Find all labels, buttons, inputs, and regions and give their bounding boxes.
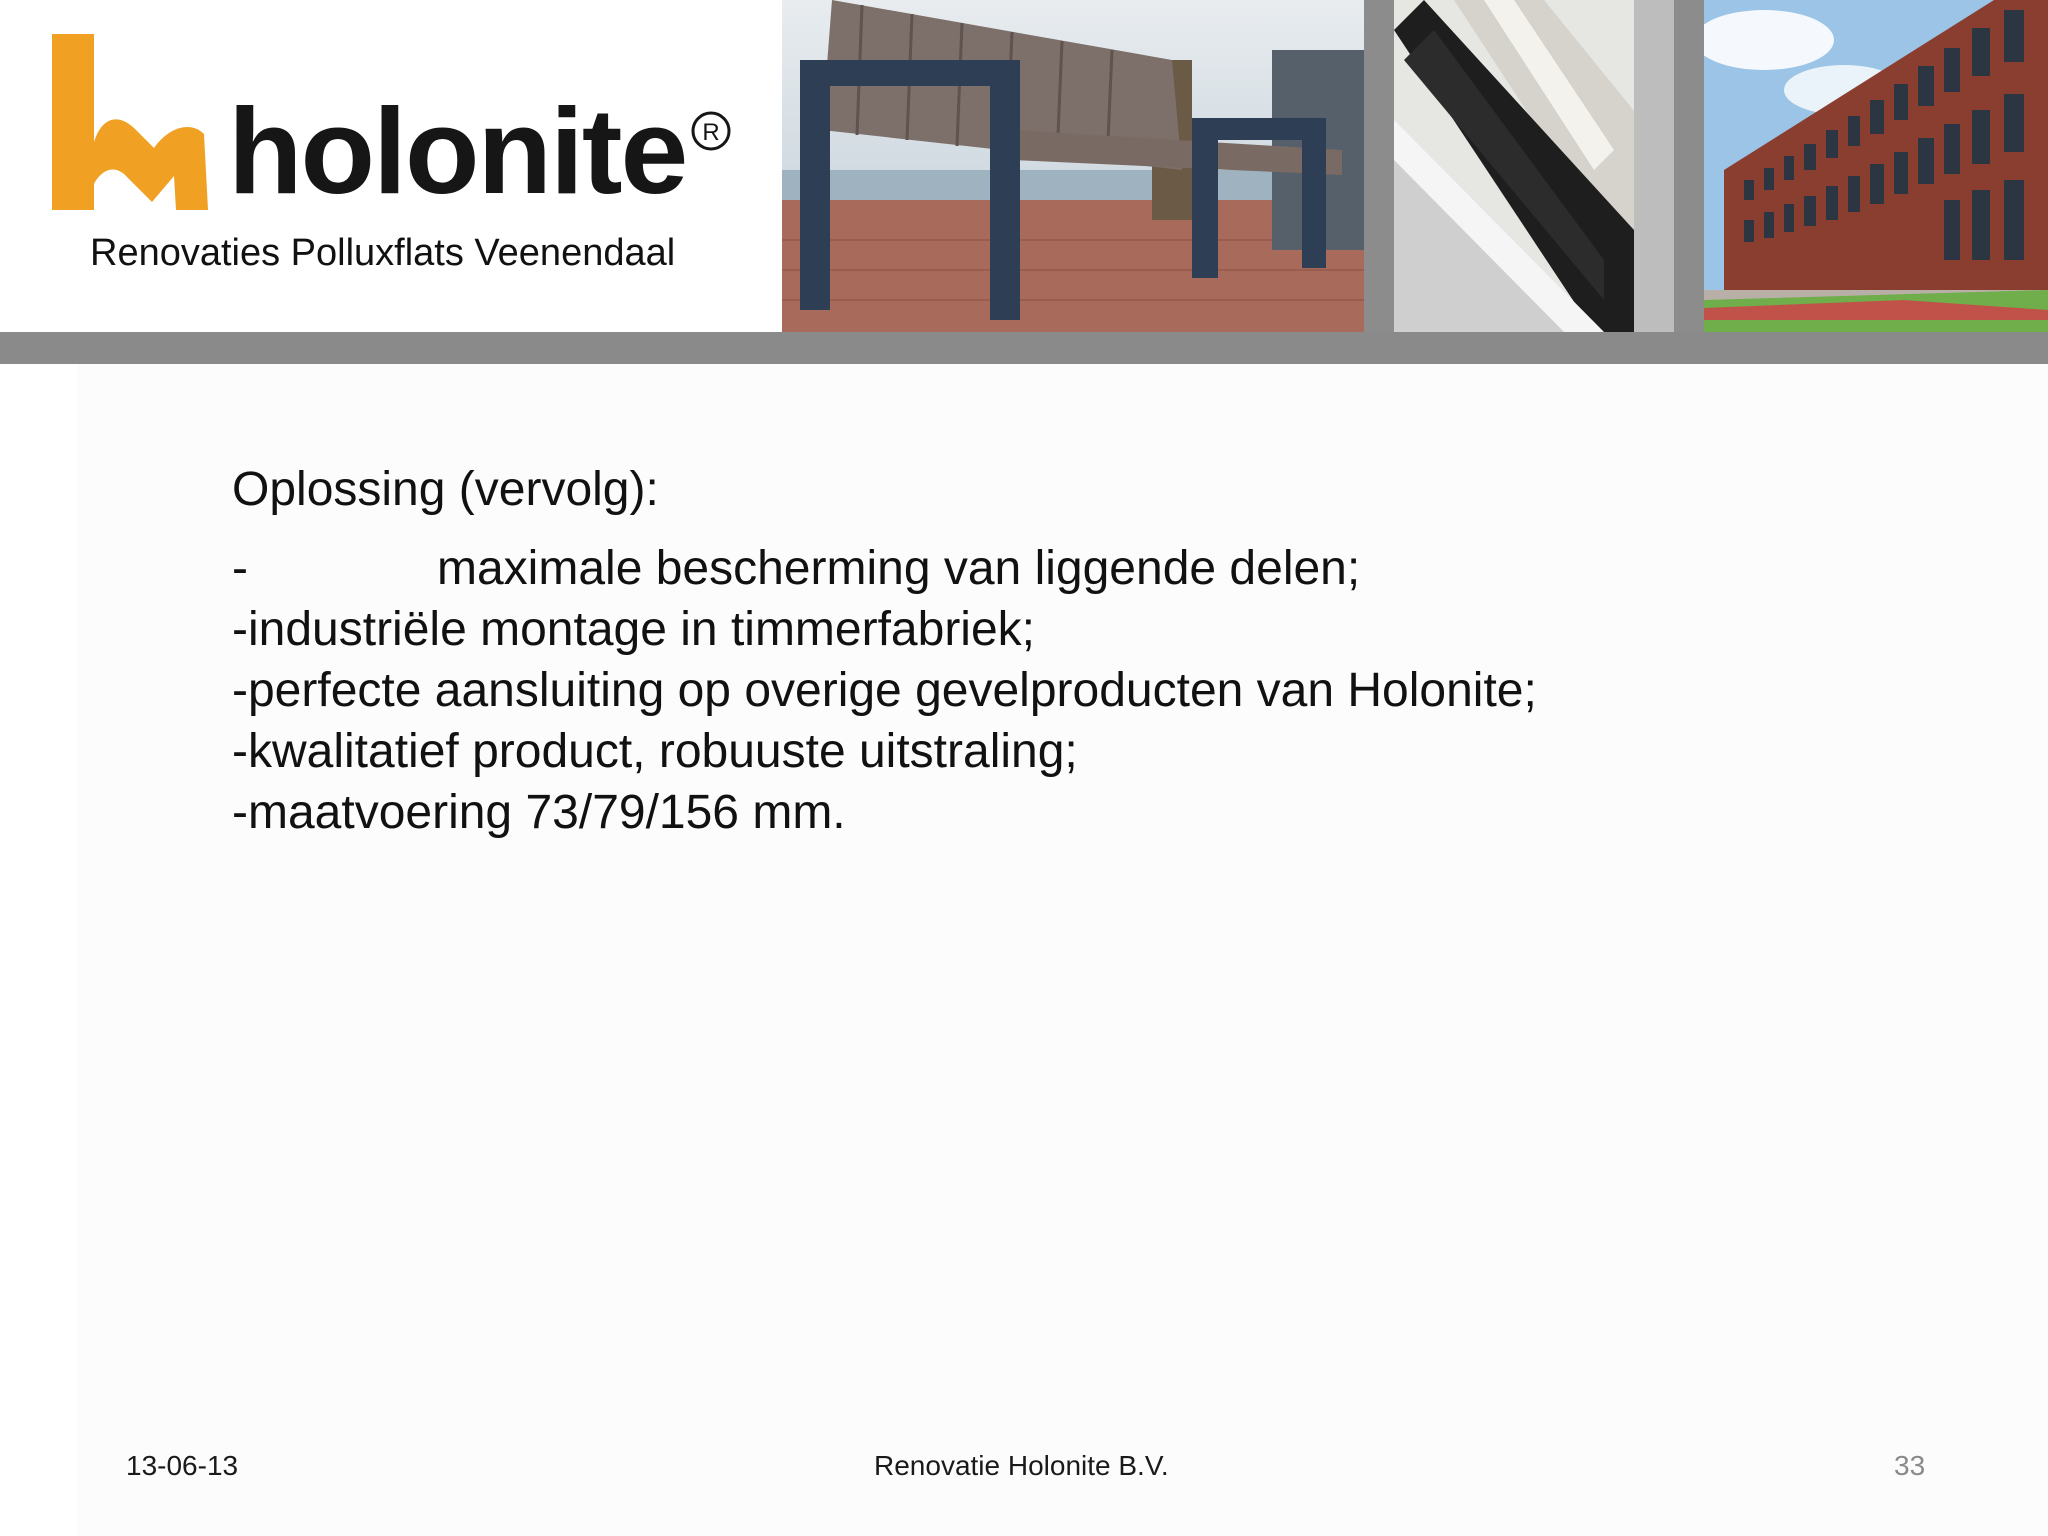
registered-icon: [690, 110, 732, 152]
bullet-dash: -: [232, 603, 248, 656]
bullet-text: maximale bescherming van liggende delen;: [437, 542, 1361, 595]
bullet-dash: -: [232, 786, 248, 839]
holonite-logo-mark: [42, 24, 212, 210]
bullet-dash: -: [232, 725, 248, 778]
brick-building-photo: [1704, 0, 2048, 332]
slide-heading: Oplossing (vervolg):: [232, 463, 659, 516]
header: [0, 0, 2048, 332]
list-item: [232, 599, 1932, 660]
svg-text:R: R: [702, 119, 720, 146]
footer-company: Renovatie Holonite B.V.: [874, 1450, 1169, 1481]
header-divider-bar: [0, 332, 2048, 364]
bullet-text: industriële montage in timmerfabriek;: [247, 603, 1035, 656]
bullet-text: kwalitatief product, robuuste uitstraling;: [247, 725, 1078, 778]
bench-photo: [782, 0, 1364, 332]
bullet-dash: -: [232, 664, 248, 717]
list-item: [232, 782, 1932, 843]
page-number: 33: [1894, 1450, 1926, 1481]
list-item: [232, 721, 1932, 782]
window-profile-photo: [1394, 0, 1674, 332]
bullet-text: perfecte aansluiting op overige gevelproducten van Holonite;: [247, 664, 1537, 717]
left-margin: [0, 364, 78, 1536]
project-subtitle: Renovaties Polluxflats Veenendaal: [90, 232, 676, 274]
photo-divider: [1364, 0, 1394, 332]
list-item: [232, 538, 1932, 599]
bullet-list: [232, 538, 1932, 843]
logo-wordmark: holonite: [228, 83, 687, 219]
logo-area: [0, 0, 782, 332]
bullet-text: maatvoering 73/79/156 mm.: [247, 786, 846, 839]
slide-content: [232, 458, 1932, 843]
list-item: [232, 660, 1932, 721]
footer-date: 13-06-13: [126, 1450, 239, 1481]
bullet-dash: -: [232, 542, 248, 595]
photo-divider: [1674, 0, 1704, 332]
